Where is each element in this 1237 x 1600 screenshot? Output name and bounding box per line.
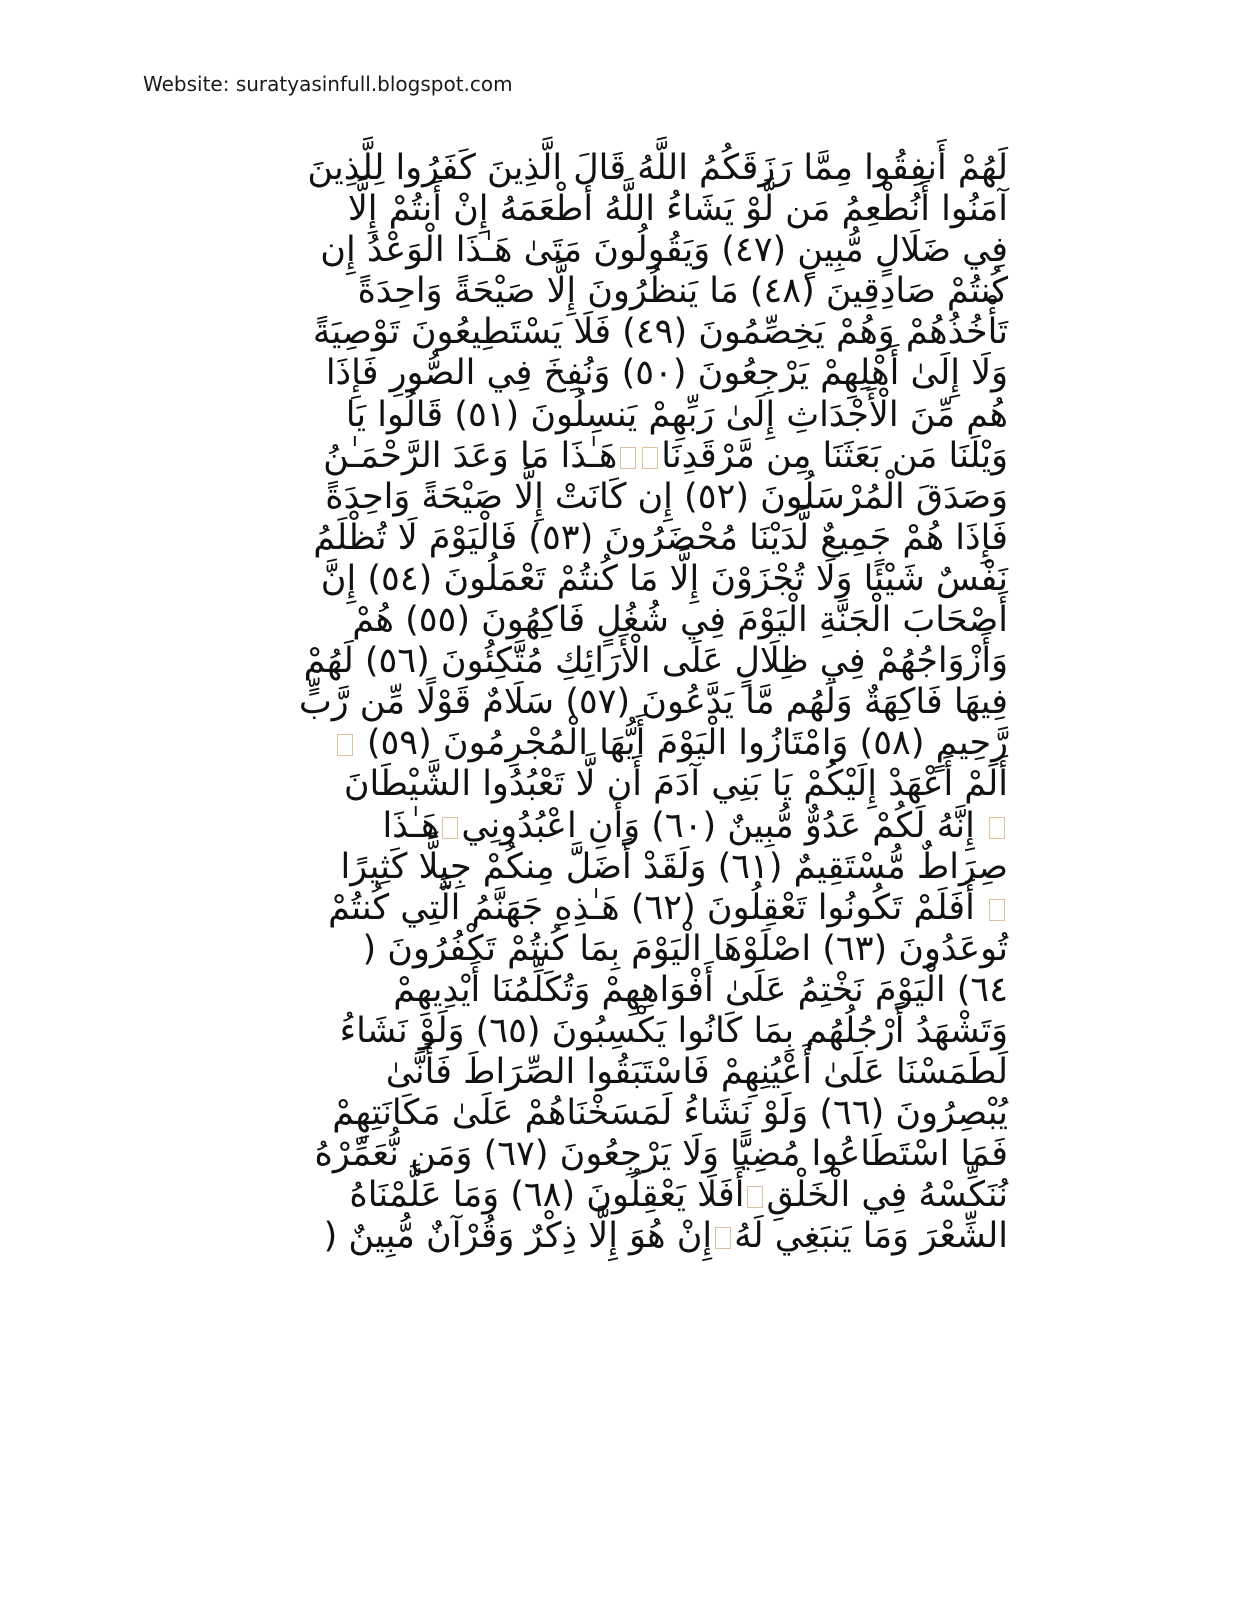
text-line-8: [205, 436, 1008, 477]
text-line-14: [205, 682, 1008, 723]
line-segment: إِنَّهُ لَكُمْ عَدُوٌّ مُّبِينٌ (٦٠) وَأَنِ اعْبُدُونِي: [461, 805, 986, 846]
text-line-7: [205, 395, 1008, 436]
line-segment: نُنَكِّسْهُ فِي الْخَلْقِ: [766, 1175, 1008, 1216]
text-line-2: [205, 189, 1008, 230]
line-segment: هَـٰذَا مَا وَعَدَ الرَّحْمَـٰنُ: [323, 435, 618, 476]
line-segment: صِرَاطٌ مُّسْتَقِيمٌ (٦١) وَلَقَدْ أَضَلَّ مِنكُمْ جِبِلًّا كَثِيرًا: [340, 846, 1008, 887]
line-segment: فِي ضَلَالٍ مُّبِينٍ (٤٧) وَيَقُولُونَ مَتَىٰ هَـٰذَا الْوَعْدُ إِن: [320, 230, 1008, 271]
line-segment: أَفَلَمْ تَكُونُوا تَعْقِلُونَ (٦٢) هَـٰذِهِ جَهَنَّمُ الَّتِي كُنتُمْ: [328, 887, 986, 928]
line-segment: أَفَلَا يَعْقِلُونَ (٦٨) وَمَا عَلَّمْنَاهُ: [349, 1175, 745, 1216]
line-segment: وَتَشْهَدُ أَرْجُلُهُم بِمَا كَانُوا يَكْسِبُونَ (٦٥) وَلَوْ نَشَاءُ: [339, 1010, 1008, 1051]
text-line-4: [205, 271, 1008, 312]
line-segment: رَّحِيمٍ (٥٨) وَامْتَازُوا الْيَوْمَ أَيُّهَا الْمُجْرِمُونَ (٥٩): [355, 723, 1008, 764]
line-segment: وَصَدَقَ الْمُرْسَلُونَ (٥٢) إِن كَانَتْ إِلَّا صَيْحَةً وَاحِدَةً: [325, 476, 1008, 517]
missing-glyph-box: [989, 899, 1005, 921]
line-segment: آمَنُوا أَنُطْعِمُ مَن لَّوْ يَشَاءُ اللَّهُ أَطْعَمَهُ إِنْ أَنتُمْ إِلَّا: [347, 189, 1008, 230]
missing-glyph-box: [642, 447, 658, 469]
line-segment: فِيهَا فَاكِهَةٌ وَلَهُم مَّا يَدَّعُونَ (٥٧) سَلَامٌ قَوْلًا مِّن رَّبٍّ: [298, 682, 1008, 723]
line-segment: هُم مِّنَ الْأَجْدَاثِ إِلَىٰ رَبِّهِمْ يَنسِلُونَ (٥١) قَالُوا يَا: [345, 394, 1008, 435]
text-line-5: [205, 312, 1008, 353]
text-line-20: [205, 929, 1008, 970]
missing-glyph-box: [715, 1227, 731, 1249]
text-line-26: [205, 1175, 1008, 1216]
line-segment: نَفْسٌ شَيْئًا وَلَا تُجْزَوْنَ إِلَّا مَا كُنتُمْ تَعْمَلُونَ (٥٤) إِنَّ: [320, 558, 1008, 599]
line-segment: وَيْلَنَا مَن بَعَثَنَا مِن مَّرْقَدِنَا: [661, 435, 1008, 476]
text-line-6: [205, 353, 1008, 394]
line-segment: أَلَمْ أَعْهَدْ إِلَيْكُمْ يَا بَنِي آدَمَ أَن لَّا تَعْبُدُوا الشَّيْطَانَ: [343, 764, 1008, 805]
text-line-18: [205, 847, 1008, 888]
line-segment: إِنْ هُوَ إِلَّا ذِكْرٌ وَقُرْآنٌ مُّبِينٌ (: [323, 1216, 713, 1257]
text-line-22: [205, 1011, 1008, 1052]
line-segment: وَأَزْوَاجُهُمْ فِي ظِلَالٍ عَلَى الْأَرَائِكِ مُتَّكِئُونَ (٥٦) لَهُمْ: [303, 641, 1008, 682]
line-segment: ٦٤) الْيَوْمَ نَخْتِمُ عَلَىٰ أَفْوَاهِهِمْ وَتُكَلِّمُنَا أَيْدِيهِمْ: [393, 969, 1008, 1010]
text-line-11: [205, 559, 1008, 600]
text-line-16: [205, 764, 1008, 805]
line-segment: فَإِذَا هُمْ جَمِيعٌ لَّدَيْنَا مُحْضَرُونَ (٥٣) فَالْيَوْمَ لَا تُظْلَمُ: [313, 517, 1008, 558]
text-line-1: [205, 148, 1008, 189]
text-line-25: [205, 1134, 1008, 1175]
line-segment: تَأْخُذُهُمْ وَهُمْ يَخِصِّمُونَ (٤٩) فَلَا يَسْتَطِيعُونَ تَوْصِيَةً: [312, 312, 1008, 353]
text-line-9: [205, 477, 1008, 518]
text-line-17: [205, 806, 1008, 847]
line-segment: كُنتُمْ صَادِقِينَ (٤٨) مَا يَنظُرُونَ إِلَّا صَيْحَةً وَاحِدَةً: [357, 271, 1008, 312]
text-line-19: [205, 888, 1008, 929]
text-line-13: [205, 641, 1008, 682]
line-segment: لَطَمَسْنَا عَلَىٰ أَعْيُنِهِمْ فَاسْتَبَقُوا الصِّرَاطَ فَأَنَّىٰ: [385, 1052, 1008, 1093]
text-line-3: [205, 230, 1008, 271]
text-line-15: [205, 723, 1008, 764]
missing-glyph-box: [989, 817, 1005, 839]
text-line-27: [205, 1216, 1008, 1257]
line-segment: وَلَا إِلَىٰ أَهْلِهِمْ يَرْجِعُونَ (٥٠) وَنُفِخَ فِي الصُّورِ فَإِذَا: [325, 353, 1008, 394]
surah-text-block: [205, 148, 1008, 1258]
line-segment: هَـٰذَا: [382, 805, 440, 846]
line-segment: يُبْصِرُونَ (٦٦) وَلَوْ نَشَاءُ لَمَسَخْنَاهُمْ عَلَىٰ مَكَانَتِهِمْ: [332, 1093, 1008, 1134]
missing-glyph-box: [337, 734, 353, 756]
line-segment: لَهُمْ أَنفِقُوا مِمَّا رَزَقَكُمُ اللَّهُ قَالَ الَّذِينَ كَفَرُوا لِلَّذِينَ: [307, 148, 1008, 188]
website-header: Website: suratyasinfull.blogspot.com: [143, 72, 513, 96]
missing-glyph-box: [620, 447, 636, 469]
line-segment: فَمَا اسْتَطَاعُوا مُضِيًّا وَلَا يَرْجِعُونَ (٦٧) وَمَن نُّعَمِّرْهُ: [314, 1134, 1008, 1175]
text-line-10: [205, 518, 1008, 559]
text-line-21: [205, 970, 1008, 1011]
missing-glyph-box: [747, 1186, 763, 1208]
text-line-24: [205, 1093, 1008, 1134]
missing-glyph-box: [442, 817, 458, 839]
text-line-12: [205, 600, 1008, 641]
line-segment: الشِّعْرَ وَمَا يَنبَغِي لَهُ: [734, 1216, 1008, 1257]
text-line-23: [205, 1052, 1008, 1093]
line-segment: تُوعَدُونَ (٦٣) اصْلَوْهَا الْيَوْمَ بِمَا كُنتُمْ تَكْفُرُونَ (: [362, 928, 1008, 969]
line-segment: أَصْحَابَ الْجَنَّةِ الْيَوْمَ فِي شُغُلٍ فَاكِهُونَ (٥٥) هُمْ: [352, 600, 1008, 641]
